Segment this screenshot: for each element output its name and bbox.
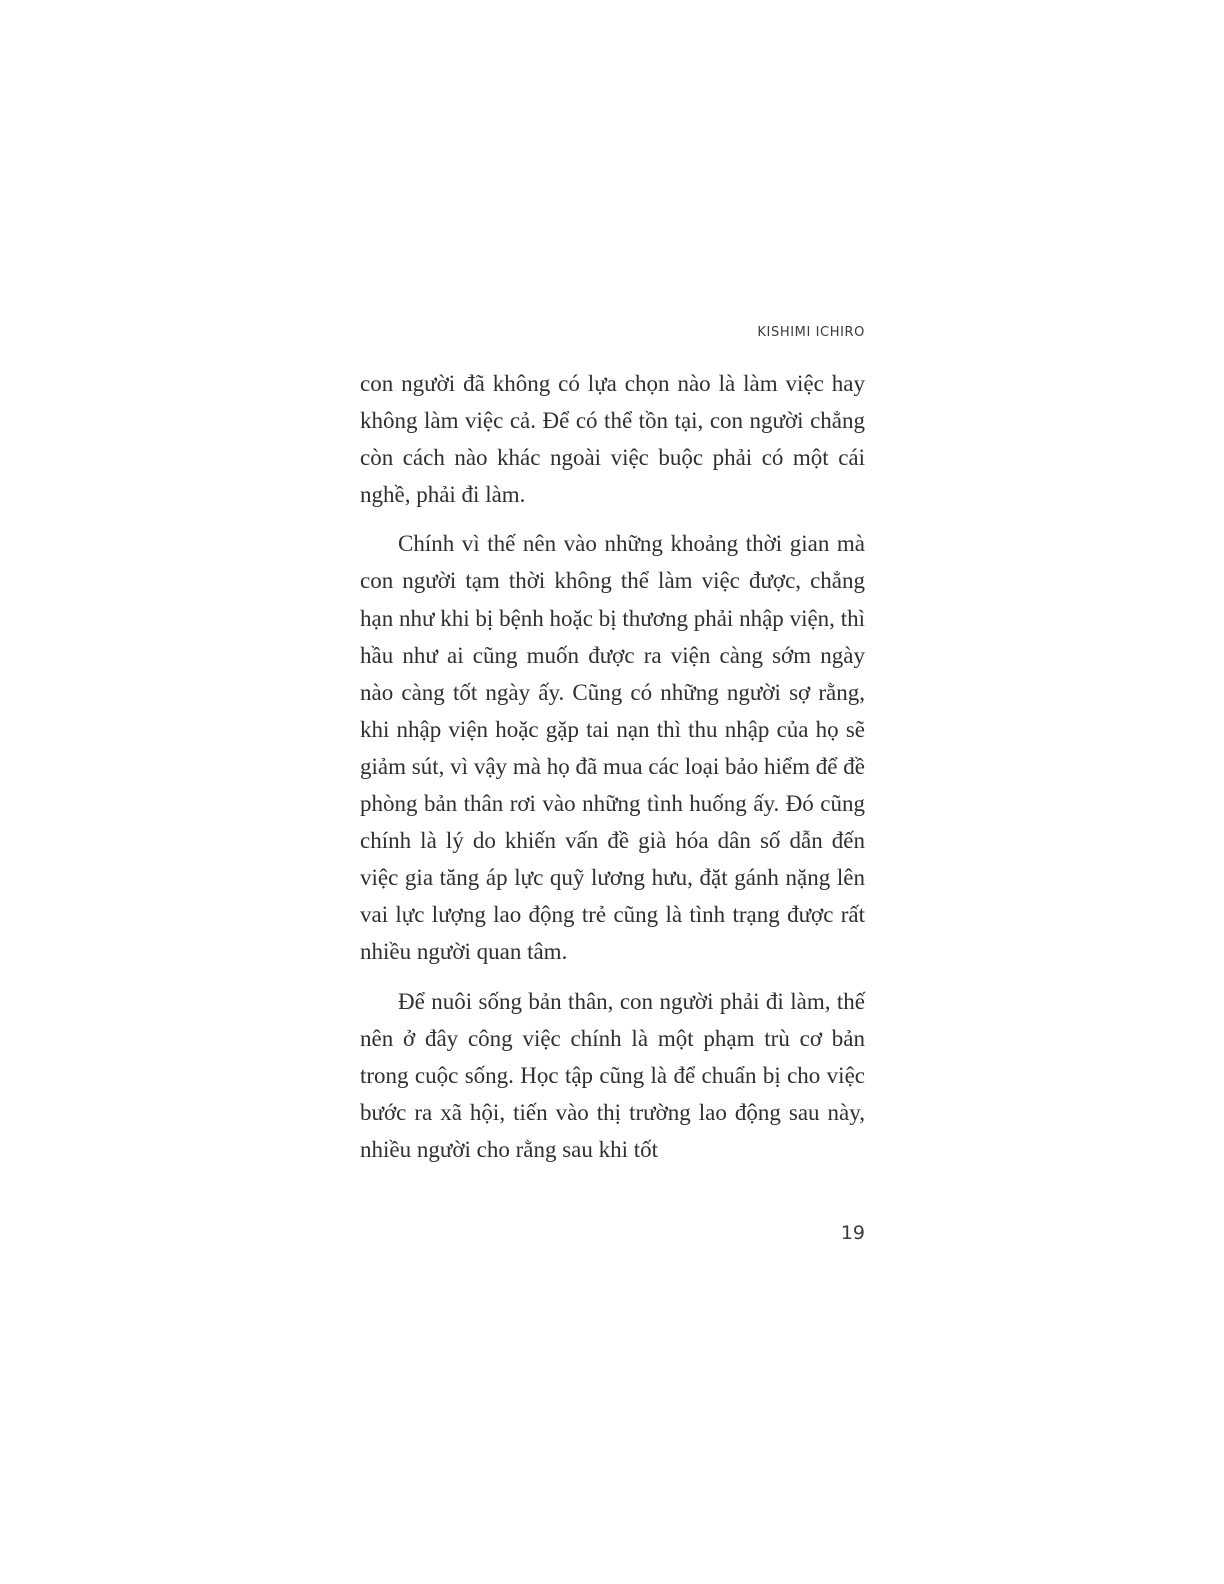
paragraph-3: Để nuôi sống bản thân, con người phải đi làm, thế nên ở đây công việc chính là một phạm trù cơ bản trong cuộc sống. Học tập cũng là để chuẩn bị cho việc bước ra xã hội, tiến vào thị trường lao động sau này, nhiều người cho rằng sau khi tốt	[360, 988, 865, 1162]
page-number: 19	[840, 1222, 865, 1244]
paragraph-2: Chính vì thế nên vào những khoảng thời gian mà con người tạm thời không thể làm việc được, chẳng hạn như khi bị bệnh hoặc bị thương phải nhập viện, thì hầu như ai cũng muốn được ra viện càng sớm ngày nào càng tốt ngày ấy. Cũng có những người sợ rằng, khi nhập viện hoặc gặp tai nạn thì thu nhập của họ sẽ giảm sút, vì vậy mà họ đã mua các loại bảo hiểm để đề phòng bản thân rơi vào những tình huống ấy. Đó cũng chính là lý do khiến vấn đề già hóa dân số dẫn đến việc gia tăng áp lực quỹ lương hưu, đặt gánh nặng lên vai lực lượng lao động trẻ cũng là tình trạng được rất nhiều người quan tâm.	[360, 531, 865, 965]
body-text	[360, 365, 865, 1180]
running-header-author: KISHIMI ICHIRO	[757, 325, 865, 340]
paragraph-1: con người đã không có lựa chọn nào là làm việc hay không làm việc cả. Để có thể tồn tại, con người chẳng còn cách nào khác ngoài việc buộc phải có một cái nghề, phải đi làm.	[360, 371, 865, 508]
